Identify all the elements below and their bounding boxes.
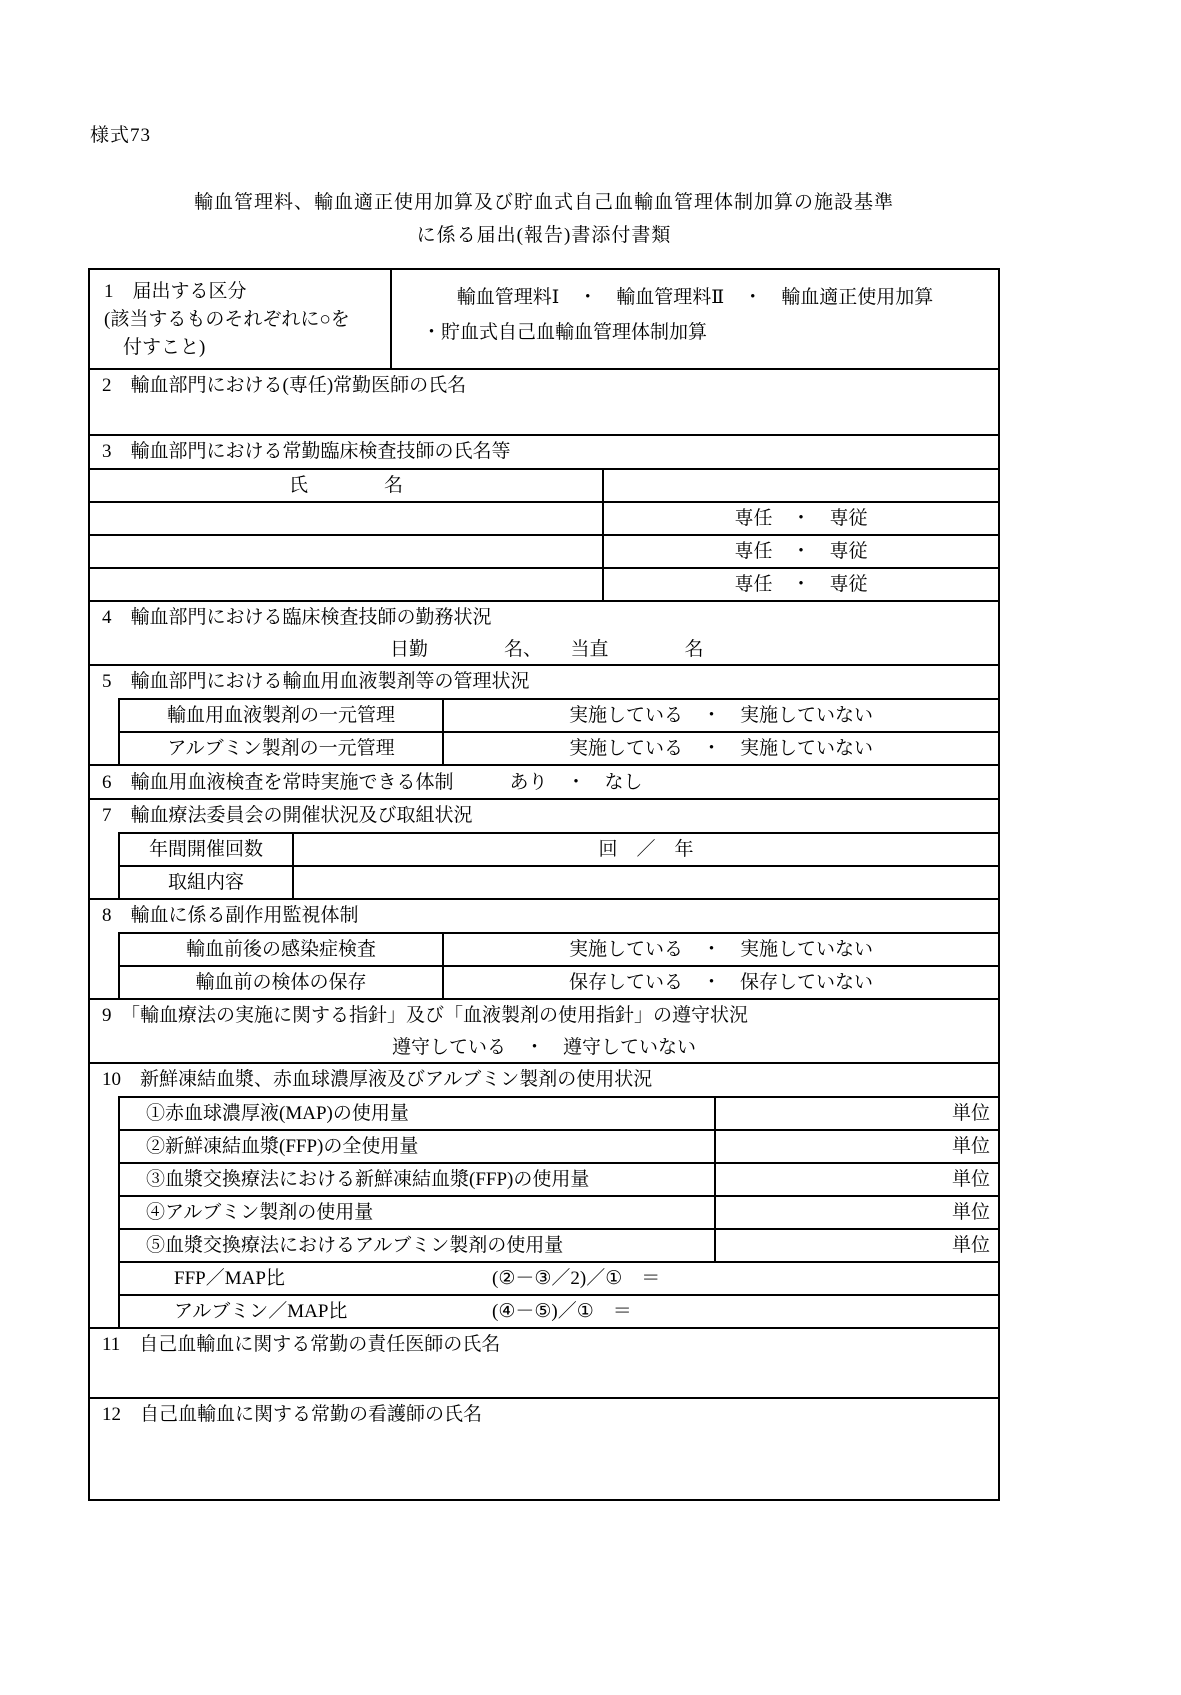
filing-category-label-line3: 付すこと) bbox=[104, 337, 206, 358]
ratio-row-albumin-map bbox=[120, 1294, 998, 1327]
technician-name-blank-1 bbox=[90, 503, 604, 534]
document-title-line1: 輸血管理料、輸血適正使用加算及び貯血式自己血輸血管理体制加算の施設基準 bbox=[193, 192, 894, 213]
usage-label-ffp-total: ②新鮮凍結血漿(FFP)の全使用量 bbox=[120, 1131, 716, 1162]
section-12-nurse bbox=[90, 1397, 998, 1499]
filing-category-label-line1: 1 届出する区分 bbox=[104, 281, 247, 302]
section-7-committee bbox=[90, 798, 998, 898]
usage-label-albumin-exchange: ⑤血漿交換療法におけるアルブミン製剤の使用量 bbox=[120, 1230, 716, 1261]
technician-duty-options-2: 専任 ・ 専従 bbox=[734, 541, 868, 562]
adverse-reaction-subtable bbox=[118, 932, 998, 998]
section-8-title: 8 輸血に係る副作用監視体制 bbox=[102, 905, 359, 926]
section-11-title: 11 自己血輸血に関する常勤の責任医師の氏名 bbox=[102, 1334, 501, 1355]
technician-row-2 bbox=[90, 534, 998, 567]
usage-label-map: ①赤血球濃厚液(MAP)の使用量 bbox=[120, 1098, 716, 1129]
usage-label-albumin: ④アルブミン製剤の使用量 bbox=[120, 1197, 716, 1228]
form-table bbox=[88, 268, 1000, 1501]
section-6-title: 6 輸血用血液検査を常時実施できる体制 bbox=[102, 772, 454, 793]
usage-unit-map: 単位 bbox=[951, 1103, 990, 1124]
section-3-title: 3 輸血部門における常勤臨床検査技師の氏名等 bbox=[102, 441, 511, 462]
usage-unit-albumin-exchange: 単位 bbox=[951, 1235, 990, 1256]
form-number: 様式73 bbox=[90, 125, 152, 146]
initiatives-row bbox=[120, 865, 998, 898]
infection-test-options: 実施している ・ 実施していない bbox=[568, 939, 873, 960]
section-7-title: 7 輸血療法委員会の開催状況及び取組状況 bbox=[102, 805, 473, 826]
work-status-detail: 日勤 名、 当直 名 bbox=[390, 639, 704, 660]
filing-category-options bbox=[392, 270, 998, 368]
usage-unit-albumin: 単位 bbox=[951, 1202, 990, 1223]
section-3-technicians bbox=[90, 434, 998, 600]
section-10-title: 10 新鮮凍結血漿、赤血球濃厚液及びアルブミン製剤の使用状況 bbox=[102, 1069, 653, 1090]
usage-unit-ffp-total: 単位 bbox=[951, 1136, 990, 1157]
section-5-product-management bbox=[90, 664, 998, 764]
filing-category-label-line2: (該当するものそれぞれに○を bbox=[104, 309, 350, 330]
ratio-label-ffp-map: FFP／MAP比 bbox=[174, 1268, 285, 1289]
technician-header-row bbox=[90, 468, 998, 501]
filing-category-label bbox=[90, 270, 392, 368]
section-9-title: 9 「輸血療法の実施に関する指針」及び「血液製剤の使用指針」の遵守状況 bbox=[102, 1005, 749, 1026]
technician-row-1 bbox=[90, 501, 998, 534]
filing-category-options-line2: ・貯血式自己血輸血管理体制加算 bbox=[422, 322, 708, 343]
document-title-line2: に係る届出(報告)書添付書類 bbox=[416, 225, 672, 246]
section-2-physician-name bbox=[90, 368, 998, 434]
annual-meetings-label: 年間開催回数 bbox=[120, 834, 294, 865]
section-9-guideline-compliance bbox=[90, 998, 998, 1062]
ratio-row-ffp-map bbox=[120, 1261, 998, 1294]
technician-name-header: 氏 名 bbox=[90, 470, 604, 501]
usage-row-albumin bbox=[120, 1195, 998, 1228]
committee-subtable bbox=[118, 832, 998, 898]
section-6-testing-availability bbox=[90, 764, 998, 798]
technician-header-blank bbox=[604, 470, 998, 501]
ratio-label-albumin-map: アルブミン／MAP比 bbox=[174, 1301, 348, 1322]
ratio-formula-ffp-map: (②－③／2)／① ＝ bbox=[492, 1268, 661, 1289]
section-11-responsible-physician bbox=[90, 1327, 998, 1397]
usage-row-ffp-exchange bbox=[120, 1162, 998, 1195]
blood-product-management-label: 輸血用血液製剤の一元管理 bbox=[120, 700, 444, 731]
annual-meetings-row bbox=[120, 832, 998, 865]
albumin-management-label: アルブミン製剤の一元管理 bbox=[120, 733, 444, 764]
technician-name-blank-3 bbox=[90, 569, 604, 600]
usage-unit-ffp-exchange: 単位 bbox=[951, 1169, 990, 1190]
filing-category-options-line1: 輸血管理料Ⅰ ・ 輸血管理料Ⅱ ・ 輸血適正使用加算 bbox=[456, 287, 934, 308]
section-8-adverse-reaction bbox=[90, 898, 998, 998]
testing-availability-options: あり ・ なし bbox=[509, 772, 643, 793]
section-2-title: 2 輸血部門における(専任)常勤医師の氏名 bbox=[102, 375, 467, 396]
ratio-formula-albumin-map: (④－⑤)／① ＝ bbox=[492, 1301, 632, 1322]
specimen-storage-row bbox=[120, 965, 998, 998]
section-4-work-status bbox=[90, 600, 998, 664]
technician-name-blank-2 bbox=[90, 536, 604, 567]
annual-meetings-value: 回 ／ 年 bbox=[598, 839, 694, 860]
specimen-storage-options: 保存している ・ 保存していない bbox=[568, 972, 873, 993]
technician-duty-options-1: 専任 ・ 専従 bbox=[734, 508, 868, 529]
guideline-compliance-options: 遵守している ・ 遵守していない bbox=[391, 1037, 696, 1058]
initiatives-label: 取組内容 bbox=[120, 867, 294, 898]
usage-row-ffp-total bbox=[120, 1129, 998, 1162]
usage-row-albumin-exchange bbox=[120, 1228, 998, 1261]
product-management-subtable bbox=[118, 698, 998, 764]
infection-test-row bbox=[120, 932, 998, 965]
albumin-management-options: 実施している ・ 実施していない bbox=[568, 738, 873, 759]
blood-product-management-options: 実施している ・ 実施していない bbox=[568, 705, 873, 726]
initiatives-value-blank bbox=[294, 867, 998, 898]
usage-row-map bbox=[120, 1096, 998, 1129]
section-5-title: 5 輸血部門における輸血用血液製剤等の管理状況 bbox=[102, 671, 530, 692]
section-4-title: 4 輸血部門における臨床検査技師の勤務状況 bbox=[102, 607, 492, 628]
infection-test-label: 輸血前後の感染症検査 bbox=[120, 934, 444, 965]
section-1-filing-category bbox=[90, 270, 998, 368]
document-title bbox=[88, 186, 1000, 252]
technician-row-3 bbox=[90, 567, 998, 600]
usage-label-ffp-exchange: ③血漿交換療法における新鮮凍結血漿(FFP)の使用量 bbox=[120, 1164, 716, 1195]
section-12-title: 12 自己血輸血に関する常勤の看護師の氏名 bbox=[102, 1404, 483, 1425]
albumin-management-row bbox=[120, 731, 998, 764]
section-10-usage bbox=[90, 1062, 998, 1327]
usage-subtable bbox=[118, 1096, 998, 1327]
specimen-storage-label: 輸血前の検体の保存 bbox=[120, 967, 444, 998]
technician-duty-options-3: 専任 ・ 専従 bbox=[734, 574, 868, 595]
blood-product-management-row bbox=[120, 698, 998, 731]
